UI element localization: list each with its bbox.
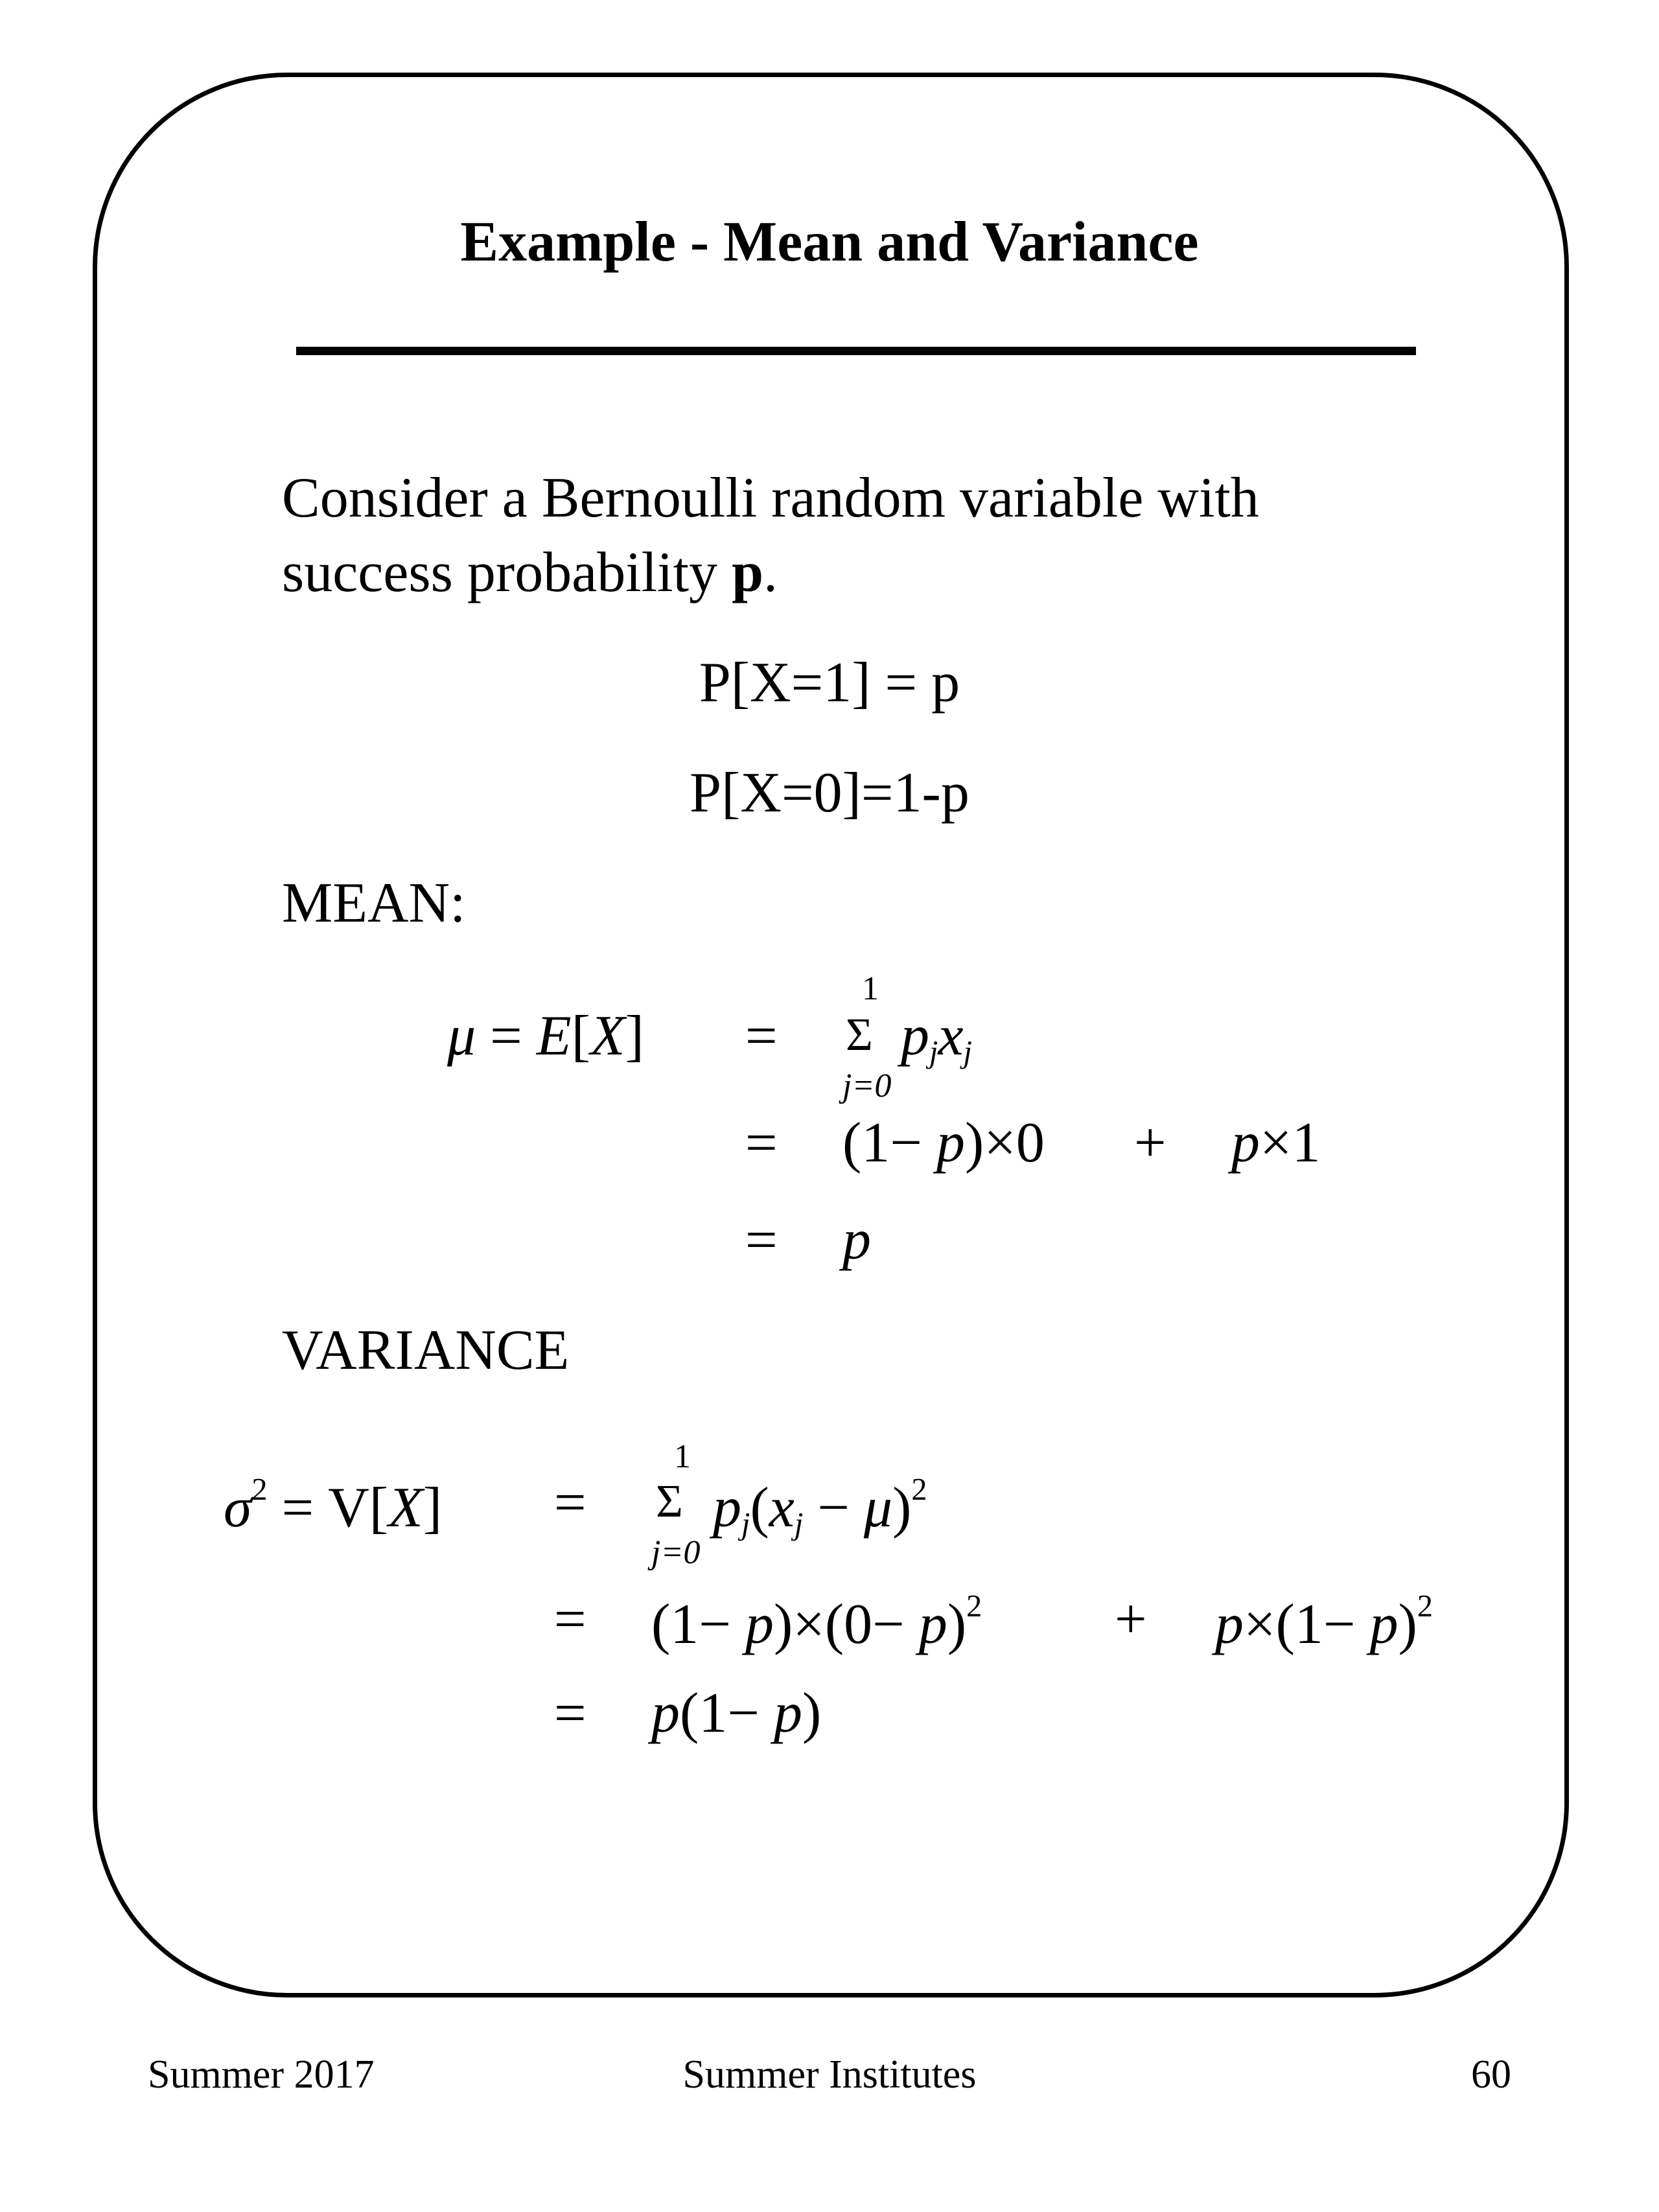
- mean-equals-3: =: [745, 1209, 778, 1272]
- variance-equals-2: =: [554, 1588, 586, 1651]
- slide-frame: [93, 73, 1569, 1997]
- variance-equals-3: =: [554, 1682, 586, 1745]
- variance-result: p(1− p): [651, 1682, 822, 1745]
- mean-heading: MEAN:: [282, 872, 466, 935]
- variance-row2-plus: +: [1115, 1588, 1147, 1651]
- mean-sum-upper: 1: [862, 970, 879, 1007]
- variance-row2-left: $(1- p)\times(0- p)^2$: [651, 1589, 982, 1657]
- intro-bold-p: p: [732, 541, 764, 604]
- mean-row2-left: (1− p)×0: [842, 1112, 1045, 1174]
- intro-period: .: [763, 541, 778, 604]
- variance-sum-term: $p_j(x_j - \mu)^2$: [713, 1473, 927, 1542]
- mean-result: p: [842, 1209, 871, 1272]
- footer-date: Summer 2017: [148, 2053, 375, 2097]
- variance-lhs: $\sigma^2 = V[X]$: [224, 1473, 443, 1540]
- footer-page-number: 60: [1471, 2053, 1511, 2097]
- prob-x-equals-1: P[X=1] = p: [699, 651, 960, 714]
- variance-heading: VARIANCE: [282, 1319, 570, 1382]
- mean-sum-symbol: Σ: [846, 1008, 873, 1060]
- footer-institute: Summer Institutes: [682, 2053, 977, 2097]
- slide-title: Example - Mean and Variance: [460, 211, 1199, 274]
- variance-sum-symbol: Σ: [656, 1475, 683, 1527]
- intro-line-1: Consider a Bernoulli random variable with: [282, 467, 1259, 530]
- intro-line-2: [282, 541, 778, 604]
- mean-equals-1: =: [745, 1005, 778, 1067]
- variance-row2-right: $p\times(1- p)^2$: [1215, 1589, 1433, 1657]
- mean-sum-lower: j=0: [842, 1067, 892, 1104]
- mean-sum-term: $p_jx_j$: [901, 1005, 972, 1070]
- title-divider: [296, 347, 1416, 355]
- mean-lhs: μ = E[X]: [447, 1005, 644, 1067]
- prob-x-equals-0: P[X=0]=1-p: [690, 762, 969, 824]
- intro-line-2-text: success probability: [282, 541, 732, 604]
- mean-equals-2: =: [745, 1112, 778, 1174]
- variance-sum-lower: j=0: [651, 1534, 701, 1571]
- variance-equals-1: =: [554, 1471, 586, 1534]
- mean-row2-plus: +: [1134, 1112, 1166, 1174]
- mean-row2-right: p×1: [1231, 1112, 1321, 1174]
- variance-sum-upper: 1: [674, 1438, 691, 1475]
